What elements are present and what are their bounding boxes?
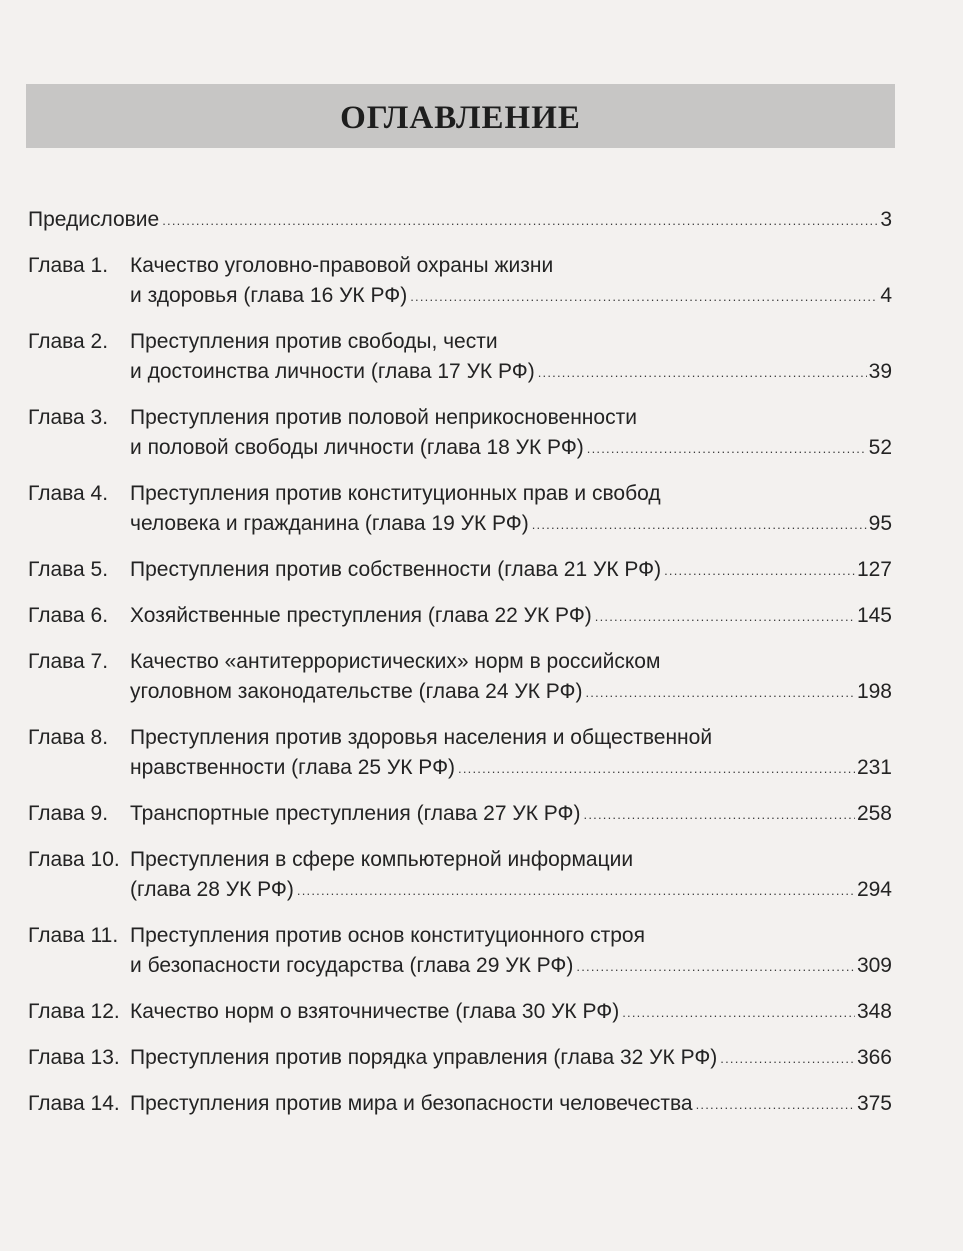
toc-entry[interactable] <box>28 799 892 831</box>
toc-entry-title: Преступления против собственности (глава 21 УК РФ) <box>130 558 662 581</box>
toc-line <box>130 1089 892 1121</box>
leader-dots <box>538 358 867 388</box>
chapter-number: Глава 12. <box>28 1000 120 1023</box>
toc-entry-title: Хозяйственные преступления (глава 22 УК РФ) <box>130 604 592 627</box>
toc-entry[interactable] <box>28 327 892 389</box>
page-number: 309 <box>856 954 892 977</box>
chapter-number: Глава 4. <box>28 482 109 505</box>
toc-entry-body <box>130 403 892 465</box>
toc-entry[interactable] <box>28 479 892 541</box>
leader-dots <box>297 876 855 906</box>
leader-dots <box>162 206 878 236</box>
toc-entry-title: нравственности (глава 25 УК РФ) <box>130 756 456 779</box>
chapter-number: Глава 3. <box>28 406 109 429</box>
chapter-number: Глава 5. <box>28 558 109 581</box>
toc-entry[interactable] <box>28 1089 892 1121</box>
toc-entry[interactable] <box>28 251 892 313</box>
toc-entry-body <box>130 723 892 785</box>
toc-line <box>130 403 892 433</box>
toc-entry-title: Преступления против мира и безопасности человечества <box>130 1092 693 1115</box>
leader-dots <box>622 998 855 1028</box>
toc-entry-title: Транспортные преступления (глава 27 УК РФ) <box>130 802 581 825</box>
toc-line <box>130 677 892 709</box>
toc-entry-body <box>130 479 892 541</box>
page-number: 348 <box>856 1000 892 1023</box>
chapter-number: Глава 10. <box>28 848 120 871</box>
toc-line <box>130 281 892 313</box>
toc-entry-title: и половой свободы личности (глава 18 УК РФ) <box>130 436 584 459</box>
page-number: 52 <box>868 436 892 459</box>
toc-line <box>130 251 892 281</box>
leader-dots <box>696 1090 855 1120</box>
toc-entry-body <box>130 921 892 983</box>
toc-entry-title: Преступления против половой неприкосновенности <box>130 406 637 429</box>
toc-entry[interactable] <box>28 1043 892 1075</box>
toc-entry[interactable] <box>28 997 892 1029</box>
toc-entry-body <box>130 1043 892 1075</box>
toc-entry-body <box>130 647 892 709</box>
toc-line <box>130 433 892 465</box>
page-number: 127 <box>856 558 892 581</box>
leader-dots <box>664 556 855 586</box>
toc-entry-title: человека и гражданина (глава 19 УК РФ) <box>130 512 529 535</box>
page-number: 258 <box>856 802 892 825</box>
leader-dots <box>584 800 855 830</box>
leader-dots <box>458 754 855 784</box>
toc-entry-title: и здоровья (глава 16 УК РФ) <box>130 284 408 307</box>
toc-entry-title: Преступления против основ конституционного строя <box>130 924 645 947</box>
toc-entry-body <box>130 251 892 313</box>
toc-entry-title: Преступления против свободы, чести <box>130 330 498 353</box>
page-number: 95 <box>868 512 892 535</box>
toc-line <box>130 357 892 389</box>
toc-entry-title: Преступления против порядка управления (глава 32 УК РФ) <box>130 1046 718 1069</box>
chapter-number: Глава 7. <box>28 650 109 673</box>
toc-line <box>130 601 892 633</box>
toc-entry-body <box>130 327 892 389</box>
toc-entry-body <box>130 845 892 907</box>
toc-line <box>130 921 892 951</box>
toc-line <box>130 479 892 509</box>
toc-entry-title: и достоинства личности (глава 17 УК РФ) <box>130 360 535 383</box>
toc-entry-title: Преступления против здоровья населения и общественной <box>130 726 713 749</box>
toc-entry[interactable] <box>28 723 892 785</box>
toc-entry-title: Преступления в сфере компьютерной информации <box>130 848 634 871</box>
toc-entry-title: Качество уголовно-правовой охраны жизни <box>130 254 554 277</box>
chapter-number: Глава 9. <box>28 802 109 825</box>
toc-entry[interactable] <box>28 845 892 907</box>
toc-entry-title: Преступления против конституционных прав и свобод <box>130 482 661 505</box>
page-number: 145 <box>856 604 892 627</box>
page-number: 366 <box>856 1046 892 1069</box>
leader-dots <box>532 510 867 540</box>
toc-entry[interactable] <box>28 205 892 237</box>
chapter-number: Глава 6. <box>28 604 109 627</box>
toc-entry-title: уголовном законодательстве (глава 24 УК РФ) <box>130 680 583 703</box>
toc-entry-body <box>130 799 892 831</box>
toc-entry-title: Качество «антитеррористических» норм в российском <box>130 650 661 673</box>
toc-line <box>130 753 892 785</box>
toc-line <box>130 845 892 875</box>
page-number: 3 <box>880 208 892 231</box>
toc-line <box>130 997 892 1029</box>
toc-entry[interactable] <box>28 647 892 709</box>
leader-dots <box>576 952 855 982</box>
chapter-number: Глава 1. <box>28 254 109 277</box>
chapter-number: Глава 13. <box>28 1046 120 1069</box>
toc-line <box>130 327 892 357</box>
toc-entry[interactable] <box>28 601 892 633</box>
page-number: 4 <box>880 284 892 307</box>
toc-line <box>130 1043 892 1075</box>
toc-line <box>130 951 892 983</box>
page-title: ОГЛАВЛЕНИЕ <box>340 99 581 136</box>
chapter-number: Глава 8. <box>28 726 109 749</box>
toc-line <box>130 875 892 907</box>
leader-dots <box>410 282 878 312</box>
page-number: 231 <box>856 756 892 779</box>
toc-entry-body <box>28 205 892 237</box>
table-of-contents <box>28 205 892 1135</box>
toc-entry[interactable] <box>28 555 892 587</box>
page-number: 198 <box>856 680 892 703</box>
toc-entry-title: (глава 28 УК РФ) <box>130 878 294 901</box>
page-number: 294 <box>856 878 892 901</box>
leader-dots <box>720 1044 855 1074</box>
toc-entry-title: Качество норм о взяточничестве (глава 30 УК РФ) <box>130 1000 620 1023</box>
leader-dots <box>587 434 867 464</box>
toc-line <box>130 555 892 587</box>
toc-line <box>130 509 892 541</box>
toc-line <box>130 723 892 753</box>
leader-dots <box>585 678 854 708</box>
toc-entry-body <box>130 997 892 1029</box>
title-band <box>26 84 895 148</box>
page-number: 39 <box>868 360 892 383</box>
toc-line <box>130 799 892 831</box>
chapter-number: Глава 14. <box>28 1092 120 1115</box>
chapter-number: Глава 2. <box>28 330 109 353</box>
toc-entry[interactable] <box>28 403 892 465</box>
toc-entry-body <box>130 1089 892 1121</box>
chapter-number: Глава 11. <box>28 924 119 947</box>
toc-entry-body <box>130 601 892 633</box>
toc-line <box>130 647 892 677</box>
page-number: 375 <box>856 1092 892 1115</box>
toc-entry-body <box>130 555 892 587</box>
toc-entry-title: Предисловие <box>28 208 160 231</box>
toc-line <box>28 205 892 237</box>
toc-entry-title: и безопасности государства (глава 29 УК РФ) <box>130 954 574 977</box>
leader-dots <box>595 602 855 632</box>
toc-entry[interactable] <box>28 921 892 983</box>
